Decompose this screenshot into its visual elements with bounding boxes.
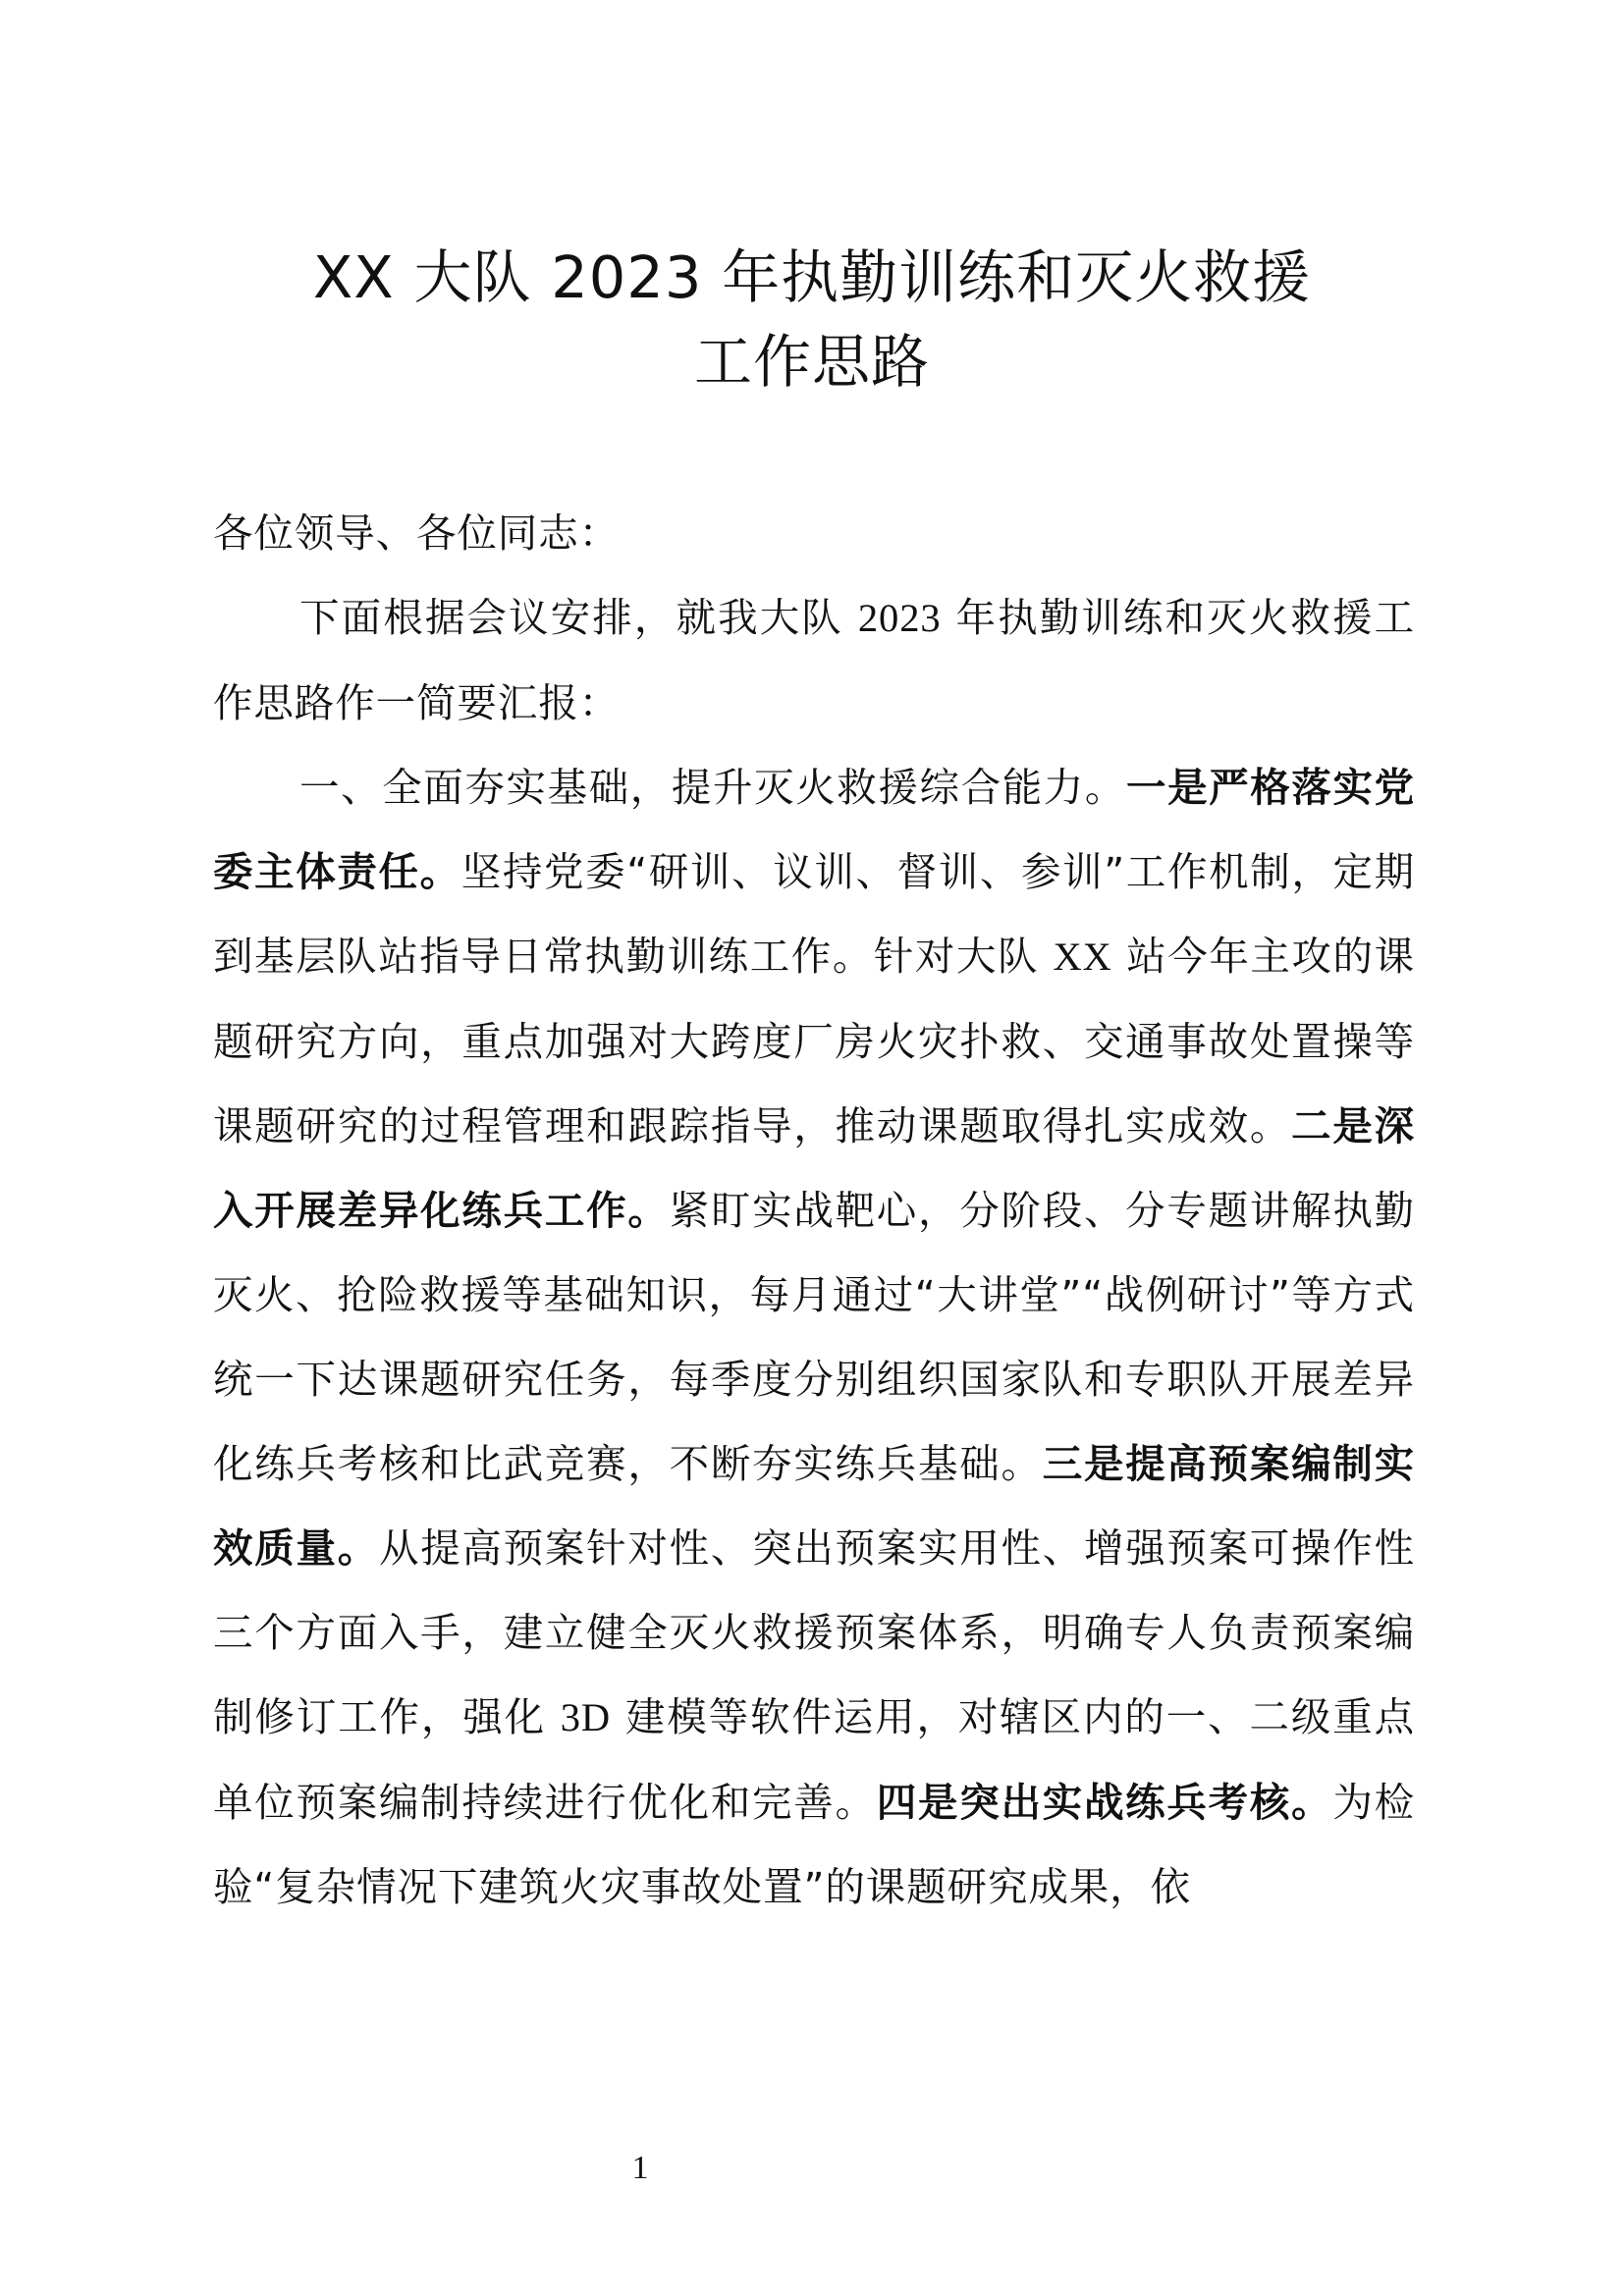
intro-paragraph [213,575,1415,745]
point-1-text-b: 站今年主攻的课题研究方向，重点加强对大跨度厂房火灾扑救、交通事故处置操等课题研究的过程管理和跟踪指导，推动课题取得扎实成效。 [213,933,1415,1149]
section-1-paragraph [213,745,1415,1929]
point-3-title: 三是提高预案编制实效质量。 [213,1440,1416,1572]
intro-year: 2023 [857,596,942,640]
point-1-title: 一是严格落实党委主体责任。 [213,764,1415,895]
point-3-text-a: 从提高预案针对性、突出预案实用性、增强预案可操作性三个方面入手，建立健全灭火救援预案体系，明确专人负责预案编制修订工作，强化 [213,1524,1416,1740]
point-3-text-b: 建模等软件运用，对辖区内的一、二级重点单位预案编制持续进行优化和完善。 [213,1693,1415,1826]
salutation: 各位领导、各位同志： [213,509,620,557]
title-line-2: 工作思路 [693,328,930,396]
document-body [213,491,1415,1929]
page-number: 1 [631,2150,649,2186]
intro-text-part1: 下面根据会议安排，就我大队 [299,594,858,641]
point-4-text: 为检验“复杂情况下建筑火灾事故处置”的课题研究成果，依 [213,1779,1415,1910]
point-3-3d: 3D [560,1695,612,1739]
point-4-title: 四是突出实战练兵考核。 [876,1779,1333,1826]
section-1-heading: 一、全面夯实基础，提升灭火救援综合能力。 [299,764,1126,811]
document-title [0,236,1624,404]
point-2-text: 紧盯实战靶心，分阶段、分专题讲解执勤灭火、抢险救援等基础知识，每月通过“大讲堂”“战例研讨”等方式统一下达课题研究任务，每季度分别组织国家队和专职队开展差异化练兵考核和比武竞赛，不断夯实练兵基础。 [213,1187,1415,1487]
title-line-1: XX 大队 2023 年执勤训练和灭火救援 [312,243,1312,311]
intro-text-part2: 年执勤训练和灭火救援工作思路作一简要汇报： [213,594,1415,726]
point-1-station: XX [1053,934,1112,979]
point-2-title: 二是深入开展差异化练兵工作。 [213,1102,1415,1234]
point-1-text-a: 坚持党委“研训、议训、督训、参训”工作机制，定期到基层队站指导日常执勤训练工作。针对大队 [213,848,1416,980]
